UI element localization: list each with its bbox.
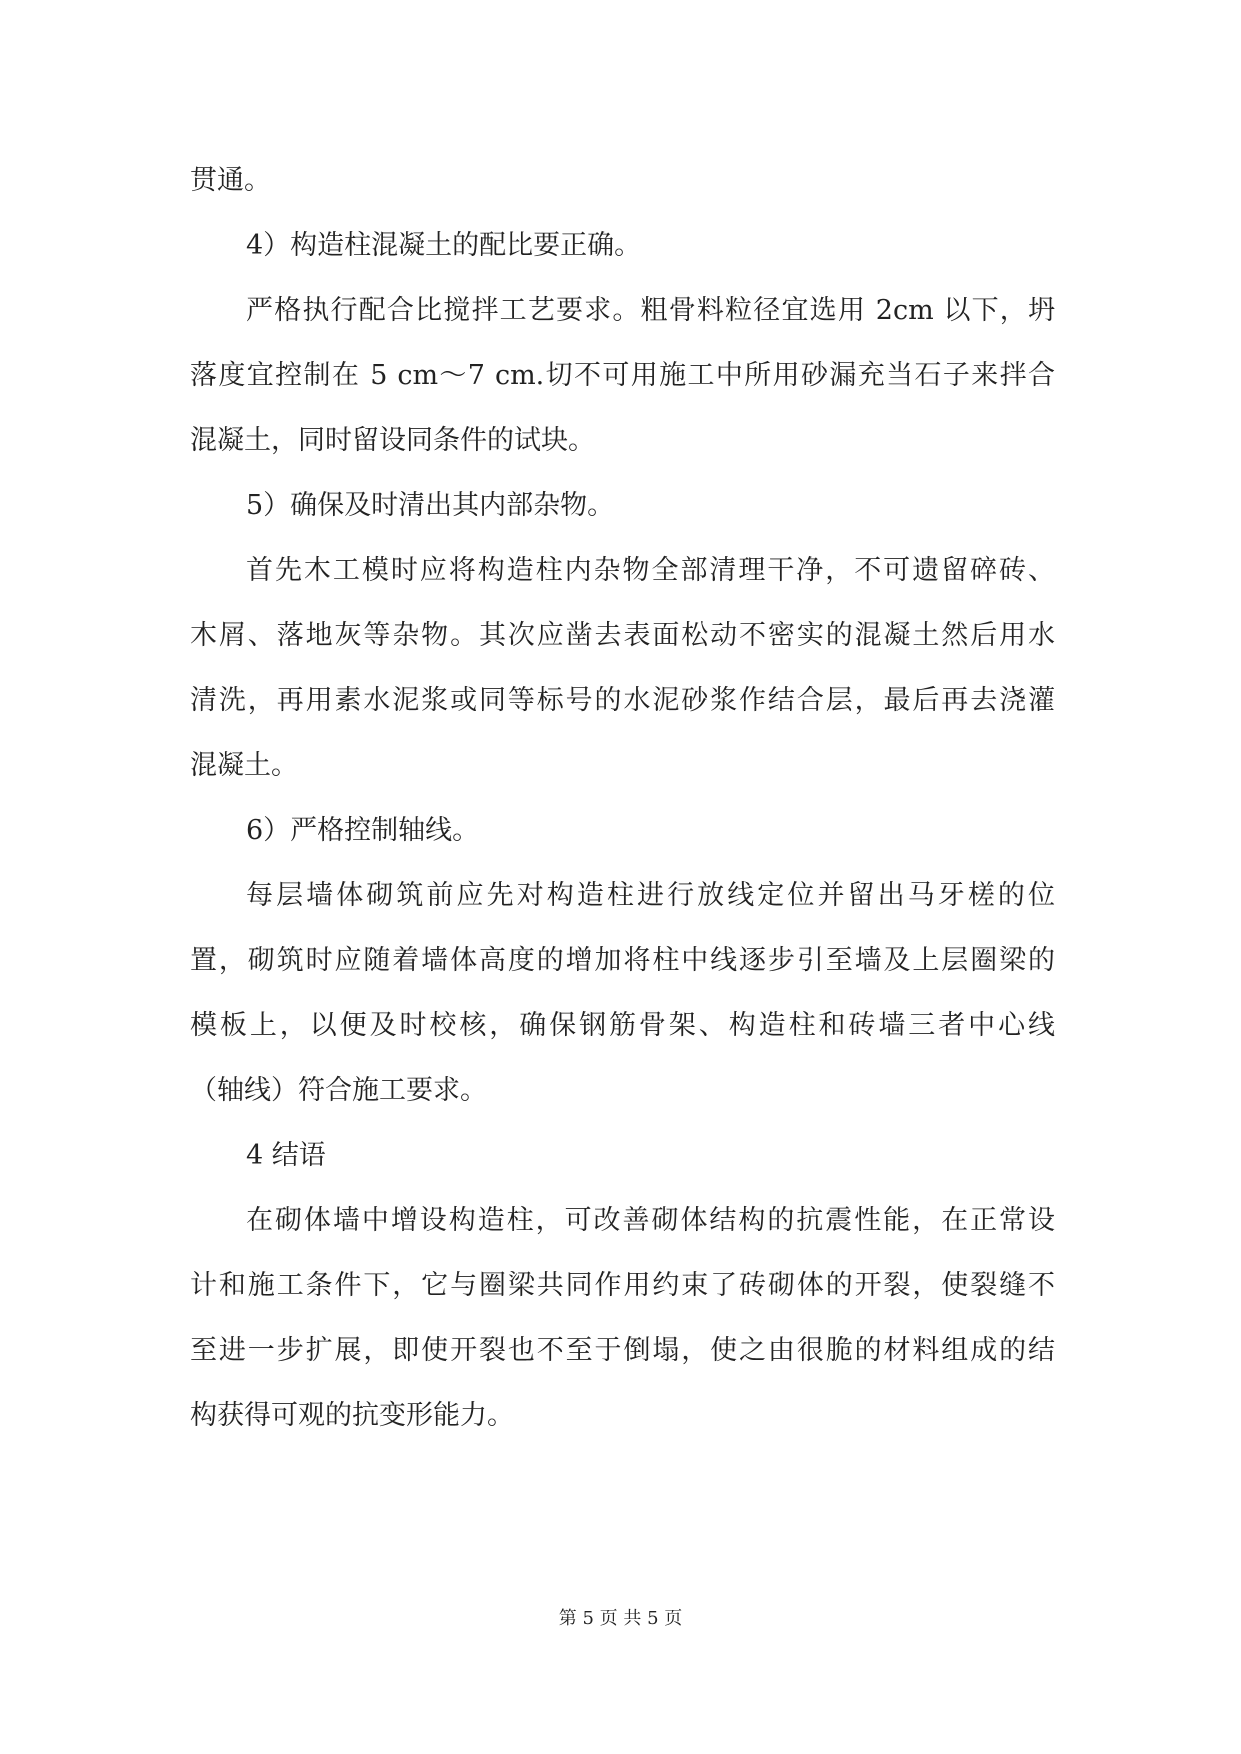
paragraph-text: 构获得可观的抗变形能力。 (190, 1400, 514, 1431)
section-heading: 4 结语 (246, 1140, 326, 1171)
document-body (190, 148, 1055, 1448)
paragraph-text: 混凝土。 (190, 750, 298, 781)
paragraph-text: 木屑、落地灰等杂物。其次应凿去表面松动不密实的混凝土然后用水 (190, 620, 1055, 651)
page-footer (0, 1604, 1241, 1630)
section-heading: 5）确保及时清出其内部杂物。 (246, 490, 615, 521)
paragraph-text: 在砌体墙中增设构造柱，可改善砌体结构的抗震性能，在正常设 (246, 1205, 1055, 1236)
paragraph-text: 计和施工条件下，它与圈梁共同作用约束了砖砌体的开裂，使裂缝不 (190, 1270, 1055, 1301)
paragraph-text: 清洗，再用素水泥浆或同等标号的水泥砂浆作结合层，最后再去浇灌 (190, 685, 1055, 716)
paragraph-text: 混凝土，同时留设同条件的试块。 (190, 425, 595, 456)
paragraph-text: 置，砌筑时应随着墙体高度的增加将柱中线逐步引至墙及上层圈梁的 (190, 945, 1055, 976)
paragraph-text: 贯通。 (190, 165, 271, 196)
paragraph-text: 落度宜控制在 5 cm～7 cm.切不可用施工中所用砂漏充当石子来拌合 (190, 360, 1055, 391)
paragraph-text: 每层墙体砌筑前应先对构造柱进行放线定位并留出马牙槎的位 (246, 880, 1055, 911)
paragraph-text: 严格执行配合比搅拌工艺要求。粗骨料粒径宜选用 2cm 以下，坍 (246, 295, 1055, 326)
paragraph-text: 至进一步扩展，即使开裂也不至于倒塌，使之由很脆的材料组成的结 (190, 1335, 1055, 1366)
paragraph-text: 首先木工模时应将构造柱内杂物全部清理干净，不可遗留碎砖、 (246, 555, 1055, 586)
section-heading: 4）构造柱混凝土的配比要正确。 (246, 230, 642, 261)
section-heading: 6）严格控制轴线。 (246, 815, 480, 846)
paragraph-text: 模板上，以便及时校核，确保钢筋骨架、构造柱和砖墙三者中心线 (190, 1010, 1055, 1041)
page-number-label: 第 5 页 共 5 页 (558, 1608, 683, 1629)
paragraph-text: （轴线）符合施工要求。 (190, 1075, 487, 1106)
